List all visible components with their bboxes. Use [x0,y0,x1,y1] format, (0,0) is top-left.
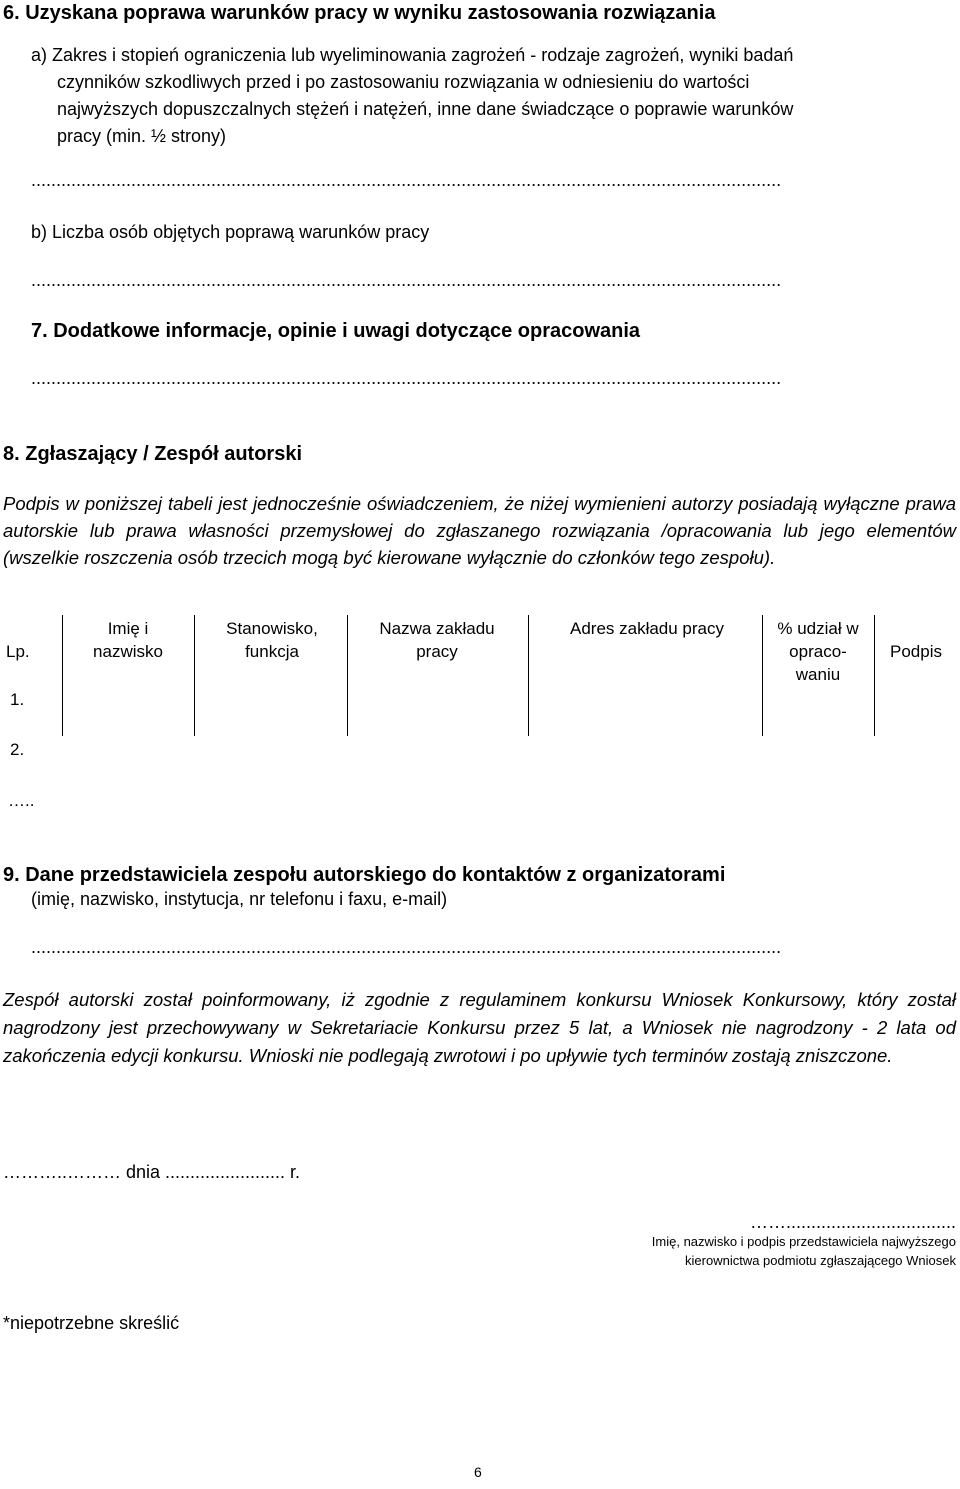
col-header-share: % udział w opraco- waniu [777,619,859,684]
signature-caption-line-2: kierownictwa podmiotu zgłaszającego Wniosek [685,1253,956,1268]
table-row-number: 2. [10,740,25,759]
section-7-heading: 7. Dodatkowe informacje, opinie i uwagi dotyczące opracowania [31,320,641,342]
section-6a-line-2: czynników szkodliwych przed i po zastosowaniu rozwiązania w odniesieniu do wartości [57,72,750,92]
table-divider [762,615,763,736]
col-header-address: Adres zakładu pracy [569,619,725,638]
col-header-position: Stanowisko, funkcja [226,619,318,661]
section-6b-answer-dots: ...................................................................................................................................................... [31,270,782,290]
section-6-heading: 6. Uzyskana poprawa warunków pracy w wyniku zastosowania rozwiązania [3,2,716,24]
signature-caption-line-1: Imię, nazwisko i podpis przedstawiciela najwyższego [651,1234,956,1249]
section-6a-line-3: najwyższych dopuszczalnych stężeń i natężeń, inne dane świadczące o poprawie warunków [57,99,794,119]
table-divider [62,615,63,736]
section-9-answer-dots: ...................................................................................................................................................... [31,937,782,957]
col-header-lp: Lp. [6,642,30,661]
footnote: *niepotrzebne skreślić [3,1313,180,1333]
col-header-employer: Nazwa zakładu pracy [379,619,495,661]
table-divider [194,615,195,736]
table-row-number: ….. [8,791,35,810]
section-6b-label: b) Liczba osób objętych poprawą warunków pracy [31,222,430,242]
section-6a-answer-dots: ...................................................................................................................................................... [31,170,782,190]
section-7-answer-dots: ...................................................................................................................................................... [31,368,782,388]
table-divider [874,615,875,736]
section-8-heading: 8. Zgłaszający / Zespół autorski [3,443,303,465]
section-8-declaration: Podpis w poniższej tabeli jest jednocześnie oświadczeniem, że niżej wymienieni autorzy posiadają wyłączne prawa autorskie lub prawa własności przemysłowej do zgłaszanego rozwiązania /opracowania lub jego elementów (wszelkie roszczenia osób trzecich mogą być kierowane wyłącznie do członków tego zespołu). [3,493,956,568]
signature-dots: …….................................. [749,1212,956,1232]
section-9-subtitle: (imię, nazwisko, instytucja, nr telefonu i faxu, e-mail) [31,889,448,909]
table-divider [528,615,529,736]
col-header-signature: Podpis [890,642,942,661]
page-number: 6 [474,1464,482,1480]
table-row-number: 1. [10,690,25,709]
col-header-name: Imię i nazwisko [93,619,163,661]
section-6a-line-1: a) Zakres i stopień ograniczenia lub wyeliminowania zagrożeń - rodzaje zagrożeń, wyniki badań [31,45,794,65]
section-6a-line-4: pracy (min. ½ strony) [57,126,227,146]
section-9-heading: 9. Dane przedstawiciela zespołu autorskiego do kontaktów z organizatorami [3,864,726,886]
table-divider [347,615,348,736]
date-line: ………..……… dnia ........................ r. [3,1162,301,1182]
retention-notice: Zespół autorski został poinformowany, iż zgodnie z regulaminem konkursu Wniosek Konkursowy, który został nagrodzony jest przechowywany w Sekretariacie Konkursu przez 5 lat, a Wniosek nie nagrodzony - 2 lata od zakończenia edycji konkursu. Wnioski nie podlegają zwrotowi i po upływie tych terminów zostają zniszczone. [3,989,956,1066]
